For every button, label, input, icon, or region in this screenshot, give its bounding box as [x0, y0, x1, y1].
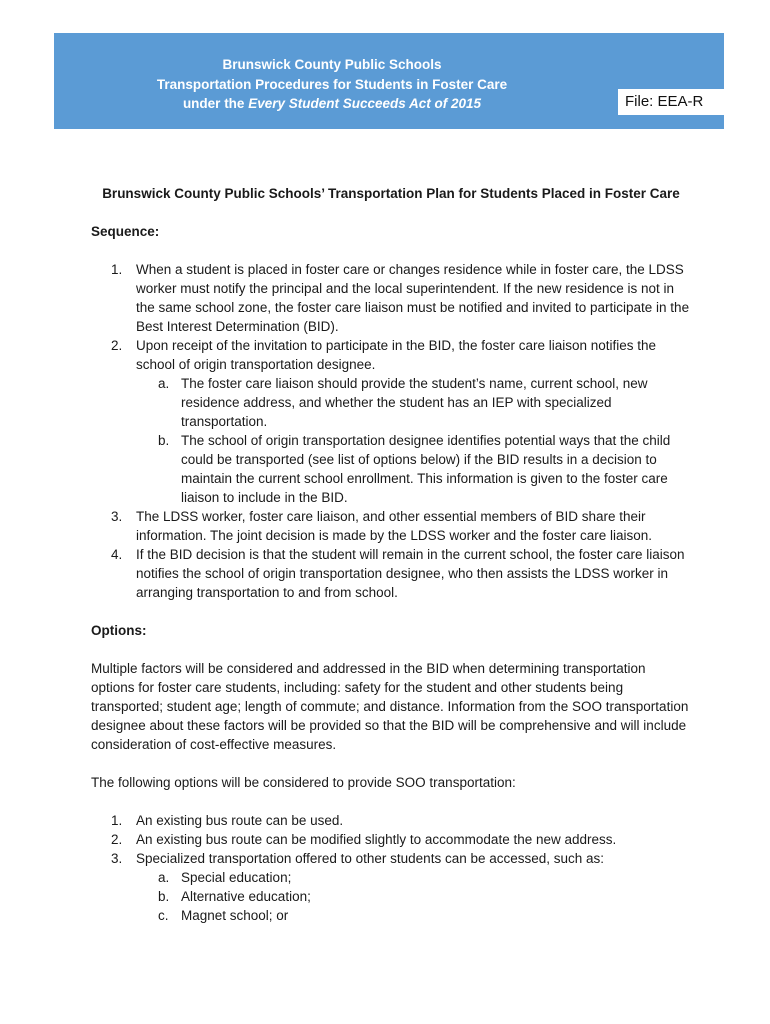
sequence-item-4	[91, 545, 691, 602]
list-item-text: The school of origin transportation designee identifies potential ways that the child could be transported (see list of options below) if the BID results in a decision to maintain the current school enrollment. This information is given to the foster care liaison to include in the BID.	[181, 433, 671, 505]
list-marker: 2.	[111, 338, 123, 353]
list-item-text: Upon receipt of the invitation to participate in the BID, the foster care liaison notifies the school of origin transportation designee.	[136, 338, 657, 372]
list-marker: 2.	[111, 832, 123, 847]
list-item-text: If the BID decision is that the student will remain in the current school, the foster care liaison notifies the school of origin transportation designee, who then assists the LDSS worker in arranging transportation to and from school.	[136, 547, 685, 600]
option-item-2	[91, 830, 691, 849]
option-item-1	[91, 811, 691, 830]
options-list	[91, 811, 691, 925]
list-item-text: When a student is placed in foster care or changes residence while in foster care, the LDSS worker must notify the principal and the local superintendent. If the new residence is not in the same school zone, the foster care liaison must be notified and invited to participate in the Best Interest Determination (BID).	[136, 262, 690, 334]
list-marker: c.	[158, 908, 169, 923]
header-line-act-prefix: under the	[182, 96, 249, 111]
sequence-subitem-a	[91, 374, 691, 431]
sequence-heading: Sequence:	[91, 224, 160, 239]
file-label: File: EEA-R	[618, 89, 724, 115]
options-paragraph: Multiple factors will be considered and addressed in the BID when determining transportation options for foster care students, including: safety for the student and other students being transported; student age; length of commute; and distance. Information from the SOO transportation designee about these factors will be provided so that the BID will be comprehensive and will include consideration of cost-effective measures.	[91, 661, 689, 752]
sequence-item-3	[91, 507, 691, 545]
list-item-text: Magnet school; or	[181, 908, 289, 923]
list-item-text: Specialized transportation offered to other students can be accessed, such as:	[136, 851, 605, 866]
option-subitem-b	[91, 887, 691, 906]
list-item-text: An existing bus route can be modified slightly to accommodate the new address.	[136, 832, 617, 847]
option-subitem-a	[91, 868, 691, 887]
options-sublist	[136, 868, 691, 925]
header-line-district: Brunswick County Public Schools	[222, 57, 442, 72]
header-line-procedures: Transportation Procedures for Students in Foster Care	[156, 76, 508, 92]
header-line-act-name: Every Student Succeeds Act of 2015	[248, 96, 482, 111]
header-title-block	[54, 55, 610, 114]
list-marker: b.	[158, 889, 170, 904]
options-heading: Options:	[91, 623, 147, 638]
sequence-subitem-b	[91, 431, 691, 507]
sequence-sublist	[136, 374, 691, 507]
list-marker: 3.	[111, 851, 123, 866]
options-intro: The following options will be considered to provide SOO transportation:	[91, 775, 516, 790]
list-item-text: An existing bus route can be used.	[136, 813, 344, 828]
list-marker: b.	[158, 433, 170, 448]
list-marker: 1.	[111, 813, 123, 828]
list-marker: 1.	[111, 262, 123, 277]
list-marker: a.	[158, 376, 170, 391]
document-title: Brunswick County Public Schools’ Transportation Plan for Students Placed in Foster Care	[102, 186, 680, 201]
list-marker: 3.	[111, 509, 123, 524]
sequence-item-2	[91, 336, 691, 507]
header-line-act	[54, 94, 610, 114]
header-banner	[54, 33, 724, 129]
list-marker: a.	[158, 870, 170, 885]
sequence-item-1	[91, 260, 691, 336]
option-subitem-c	[91, 906, 691, 925]
sequence-list	[91, 260, 691, 602]
list-item-text: Special education;	[181, 870, 292, 885]
list-item-text: The LDSS worker, foster care liaison, and other essential members of BID share their information. The joint decision is made by the LDSS worker and the foster care liaison.	[136, 509, 653, 543]
document-body	[91, 184, 691, 925]
list-marker: 4.	[111, 547, 123, 562]
option-item-3	[91, 849, 691, 925]
list-item-text: The foster care liaison should provide the student’s name, current school, new residence address, and whether the student has an IEP with specialized transportation.	[181, 376, 648, 429]
list-item-text: Alternative education;	[181, 889, 311, 904]
